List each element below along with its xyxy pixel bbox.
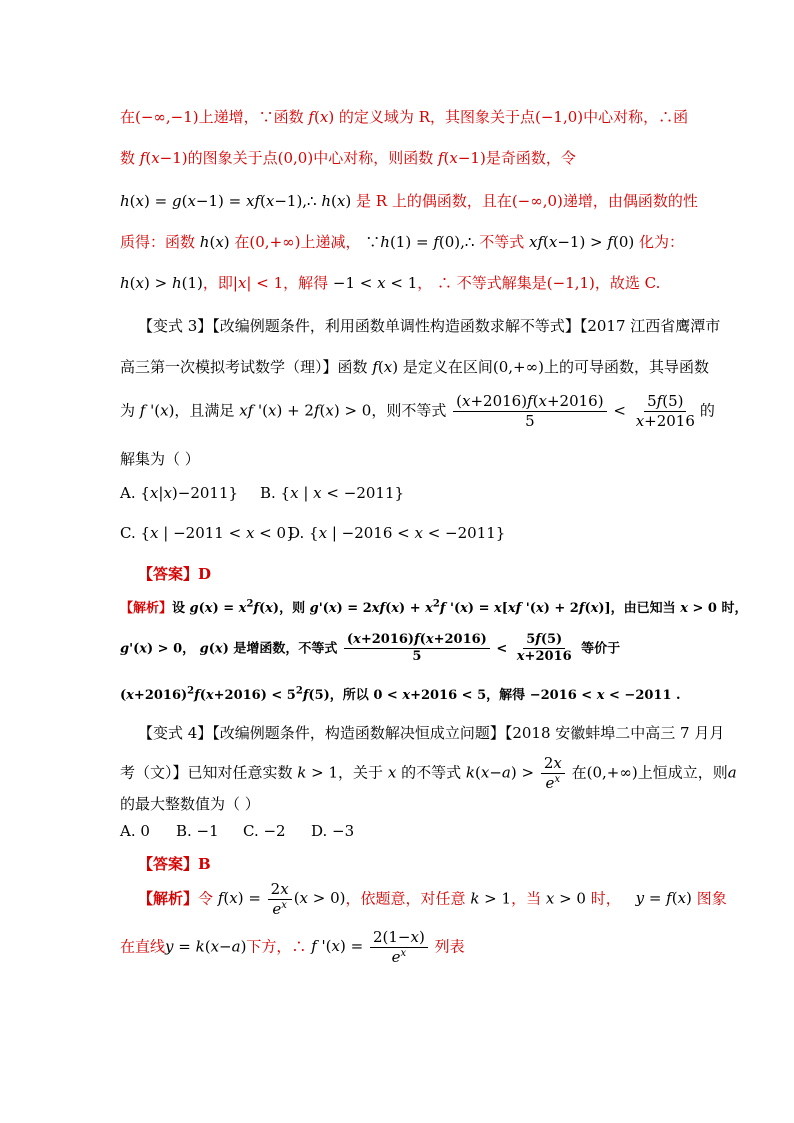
exercise4-option-c[interactable]: C. −2 <box>243 822 286 840</box>
exercise3-analysis-line2: g'(x) > 0， g(x) 是增函数，不等式 $\frac{(x+2016)f(x+2016)}{5}$ < $\frac{5f(5)}{x+2016}$ 等价于 <box>120 632 621 665</box>
option-d[interactable]: D. {x | −2016 < x < −2011} <box>288 524 506 542</box>
prev-solution-line-2: 数 f(x−1)的图象关于点(0,0)中心对称，则函数 f(x−1)是奇函数，令 <box>120 149 576 167</box>
exercise4-option-b[interactable]: B. −1 <box>176 822 219 840</box>
exercise4-option-d[interactable]: D. −3 <box>311 822 355 840</box>
prev-solution-line-4: 质得：函数 h(x) 在(0,+∞)上递减， ∵h(1) = f(0),∴ 不等式 xf(x−1) > f(0) 化为： <box>120 233 684 251</box>
exercise3-header: 【变式 3】【改编例题条件，利用函数单调性构造函数求解不等式】【2017 江西省鹰潭市 <box>138 317 721 335</box>
exp-fraction: $\frac{2x}{e^x}$ <box>541 754 565 793</box>
exercise4-line3: 的最大整数值为（ ） <box>120 795 260 813</box>
prev-solution-line-5: h(x) > h(1)，即|x| < 1，解得 −1 < x < 1， ∴ 不等式解集是(−1,1)，故选 C. <box>120 274 661 292</box>
exercise4-option-a[interactable]: A. 0 <box>120 822 150 840</box>
inequality-fraction-left: $\frac{(x+2016)f(x+2016)}{5}$ <box>453 392 606 431</box>
exercise3-analysis-line3: $(x+2016)^2f(x+2016) < 5^2f(5)$，所以 0 < x+2016 < 5，解得 −2016 < x < −2011 . <box>120 685 681 703</box>
analysis-fraction-right: $\frac{5f(5)}{x+2016}$ <box>516 632 572 665</box>
prev-solution-line-3: h(x) = g(x−1) = xf(x−1),∴ h(x) 是 R 上的偶函数，且在(−∞,0)递增，由偶函数的性 <box>120 192 698 210</box>
exercise4-line2: 考（文）】已知对任意实数 k > 1，关于 x 的不等式 k(x−a) > $\frac{2x}{e^x}$ 在(0,+∞)上恒成立，则a <box>120 754 737 792</box>
exercise3-line2: 高三第一次模拟考试数学（理）】函数 f(x) 是定义在区间(0,+∞)上的可导函数，其导函数 <box>120 358 709 376</box>
inequality-fraction-right: $\frac{5f(5)}{x+2016}$ <box>635 392 695 430</box>
option-b[interactable]: B. {x | x < −2011} <box>260 484 405 502</box>
exercise3-solution-set: 解集为（ ） <box>120 450 200 468</box>
exercise4-answer: 【答案】B <box>138 855 211 873</box>
option-c[interactable]: C. {x | −2011 < x < 0} <box>120 524 296 542</box>
prev-solution-line-1: 在(−∞,−1)上递增，∵函数 f(x) 的定义域为 R，其图象关于点(−1,0)中心对称，∴函 <box>120 108 689 126</box>
exercise4-analysis-line2: 在直线y = k(x−a)下方，∴ f '(x) = $\frac{2(1-x)}{e^x}$ 列表 <box>120 928 465 966</box>
fx-fraction: $\frac{2x}{e^x}$ <box>268 880 292 919</box>
derivative-fraction: $\frac{2(1-x)}{e^x}$ <box>370 928 428 967</box>
option-a[interactable]: A. {x|x)−2011} <box>120 484 239 502</box>
analysis-fraction-left: $\frac{(x+2016)f(x+2016)}{5}$ <box>344 632 490 666</box>
exercise4-header: 【变式 4】【改编例题条件，构造函数解决恒成立问题】【2018 安徽蚌埠二中高三 7 月月 <box>138 724 725 742</box>
exercise3-answer: 【答案】D <box>138 565 212 583</box>
exercise3-condition: 为 f '(x)，且满足 xf '(x) + 2f(x) > 0，则不等式 $\frac{(x+2016)f(x+2016)}{5}$ < $\frac{5f(5)}{x+2016}$ 的 <box>120 392 715 430</box>
exercise4-analysis-line1: 【解析】令 f(x) = $\frac{2x}{e^x}$ (x > 0)，依题意，对任意 k > 1，当 x > 0 时， y = f(x) 图象 <box>138 880 727 918</box>
exercise3-analysis-line1: 【解析】设 $g(x) = x^2f(x)$，则 $g'(x) = 2xf(x) + x^2f$ '(x) = x[xf '(x) + 2f(x)]，由已知当 x > 0 时， <box>120 598 748 616</box>
